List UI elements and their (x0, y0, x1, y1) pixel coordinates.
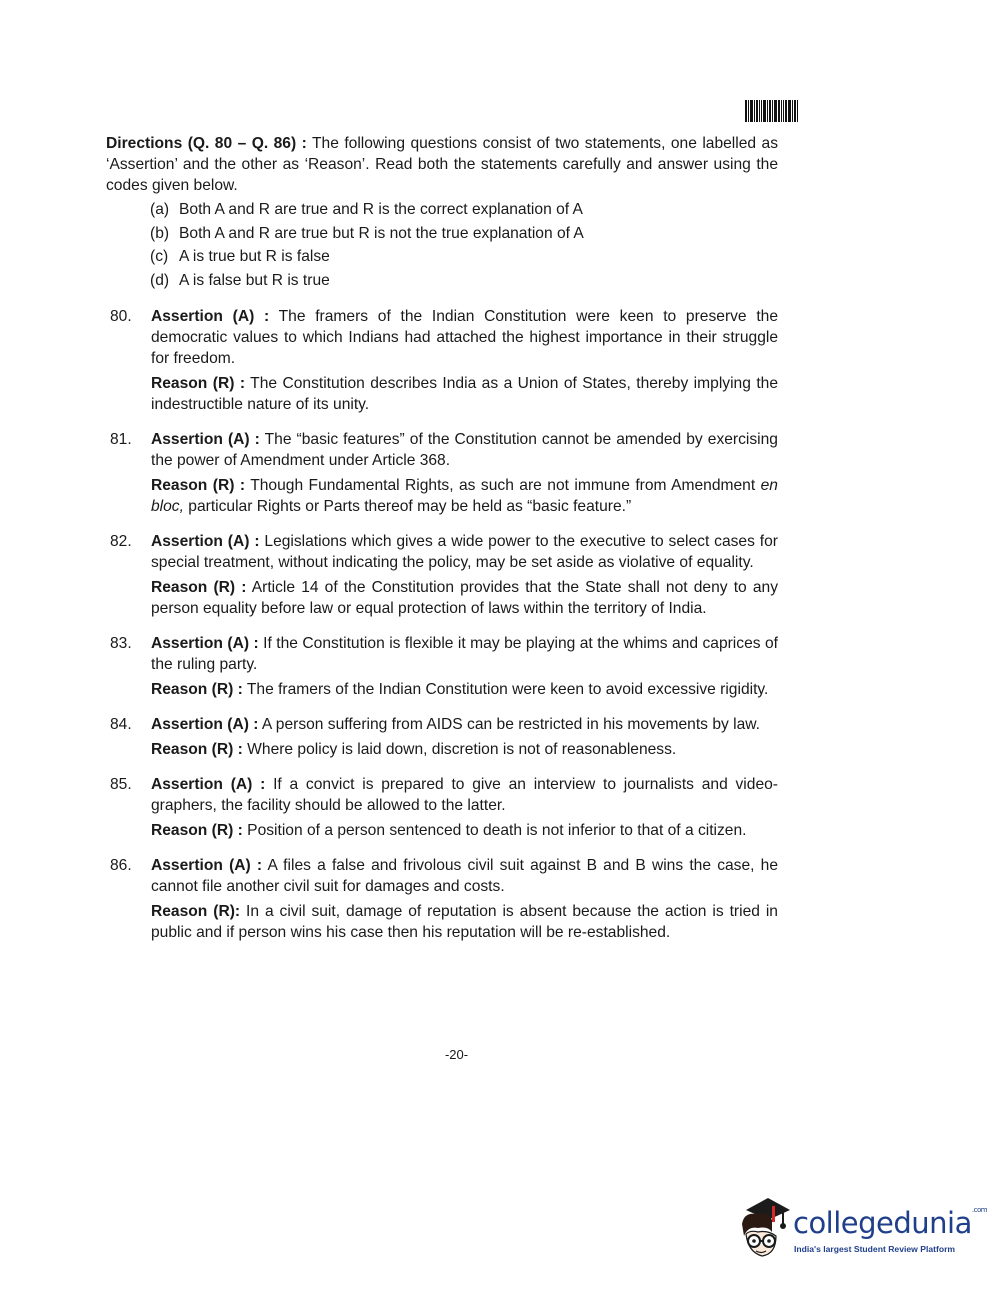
directions-label: Directions (Q. 80 – Q. 86) : (106, 135, 307, 152)
logo-wordmark (793, 1206, 987, 1240)
question-80 (106, 306, 778, 415)
reason (151, 739, 778, 760)
reason (151, 820, 778, 841)
reason-text: Though Fundamental Rights, as such are not immune from Amendment (245, 477, 761, 494)
reason (151, 373, 778, 415)
code-label: (b) (150, 224, 170, 242)
question-number: 81. (110, 431, 132, 448)
assertion (151, 774, 778, 816)
question-84 (106, 714, 778, 760)
assertion-label: Assertion (A) : (151, 431, 260, 448)
code-text: Both A and R are true but R is not the true explanation of A (179, 224, 584, 242)
assertion-label: Assertion (A) : (151, 533, 260, 550)
reason-label: Reason (R) : (151, 579, 247, 596)
assertion (151, 714, 778, 735)
logo-tagline: India's largest Student Review Platform (794, 1244, 956, 1254)
directions-text: The following questions consist of two statements, one labelled as ‘Assertion’ and the other as ‘Reason’. Read both the statements carefully and answer using the codes given below. (106, 135, 778, 194)
reason (151, 475, 778, 517)
question-number: 86. (110, 857, 132, 874)
code-text: Both A and R are true and R is the correct explanation of A (179, 201, 583, 218)
assertion-text: If the Constitution is flexible it may be playing at the whims and caprices of the ruling party. (151, 635, 778, 673)
reason (151, 901, 778, 943)
code-text: A is true but R is false (179, 248, 330, 265)
reason-text-end: particular Rights or Parts thereof may be held as “basic feature.” (183, 498, 632, 515)
question-83 (106, 633, 778, 700)
reason-label: Reason (R) : (151, 681, 243, 698)
question-number: 80. (110, 308, 132, 325)
reason-label: Reason (R) : (151, 741, 243, 758)
code-text: A is false but R is true (179, 271, 330, 289)
code-label: (a) (150, 201, 170, 218)
assertion-label: Assertion (A) : (151, 776, 266, 793)
question-number: 82. (110, 533, 132, 550)
logo-name: collegedunia (793, 1206, 972, 1240)
question-number: 85. (110, 776, 132, 793)
code-label: (c) (150, 248, 169, 265)
assertion-text: A person suffering from AIDS can be restricted in his movements by law. (258, 716, 760, 733)
reason-label: Reason (R): (151, 903, 241, 920)
reason-italic: en bloc, (151, 477, 778, 515)
question-82 (106, 531, 778, 619)
reason-text: The Constitution describes India as a Union of States, thereby implying the indestructible nature of its unity. (151, 375, 778, 413)
reason-text: The framers of the Indian Constitution were keen to avoid excessive rigidity. (242, 681, 769, 698)
answer-codes (150, 198, 778, 292)
reason-text: Article 14 of the Constitution provides that the State shall not deny to any person equality before law or equal protection of laws within the territory of India. (151, 579, 778, 617)
assertion-text: The “basic features” of the Constitution cannot be amended by exercising the power of Amendment under Article 368. (151, 431, 778, 469)
reason-label: Reason (R) : (151, 822, 243, 839)
assertion-text: A files a false and frivolous civil suit against B and B wins the case, he cannot file another civil suit for damages and costs. (151, 857, 778, 895)
assertion (151, 855, 778, 897)
assertion-text: Legislations which gives a wide power to the executive to select cases for special treatment, without indicating the policy, may be set aside as violative of equality. (151, 533, 778, 571)
question-85 (106, 774, 778, 841)
question-81 (106, 429, 778, 517)
assertion (151, 633, 778, 675)
assertion-label: Assertion (A) : (151, 716, 259, 733)
reason-text: Where policy is laid down, discretion is not of reasonableness. (242, 741, 677, 758)
code-item (150, 198, 778, 222)
question-content (106, 133, 778, 943)
code-item (150, 269, 778, 293)
reason-label: Reason (R) : (151, 477, 246, 494)
page-number: -20- (444, 1047, 469, 1062)
code-label: (d) (150, 271, 170, 289)
question-86 (106, 855, 778, 943)
code-item (150, 222, 778, 246)
assertion-text: The framers of the Indian Constitution were keen to preserve the democratic values to which Indians had attached the highest importance in their struggle for freedom. (151, 308, 778, 367)
collegedunia-logo (738, 1196, 988, 1262)
assertion-label: Assertion (A) : (151, 635, 259, 652)
assertion (151, 531, 778, 573)
directions (106, 133, 778, 196)
reason-text: Position of a person sentenced to death is not inferior to that of a citizen. (242, 822, 747, 839)
reason (151, 577, 778, 619)
assertion (151, 306, 778, 369)
reason (151, 679, 778, 700)
logo-suffix: .com (971, 1206, 988, 1214)
assertion-label: Assertion (A) : (151, 308, 270, 325)
code-item (150, 245, 778, 269)
assertion (151, 429, 778, 471)
question-number: 84. (110, 716, 132, 733)
reason-label: Reason (R) : (151, 375, 246, 392)
barcode (745, 100, 807, 122)
reason-text: In a civil suit, damage of reputation is absent because the action is tried in public and if person wins his case then his reputation will be re-established. (151, 903, 778, 941)
assertion-text: If a convict is prepared to give an interview to journalists and video-graphers, the facility should be allowed to the latter. (151, 776, 778, 814)
assertion-label: Assertion (A) : (151, 857, 263, 874)
graduate-mascot-icon (738, 1196, 792, 1262)
question-number: 83. (110, 635, 132, 652)
